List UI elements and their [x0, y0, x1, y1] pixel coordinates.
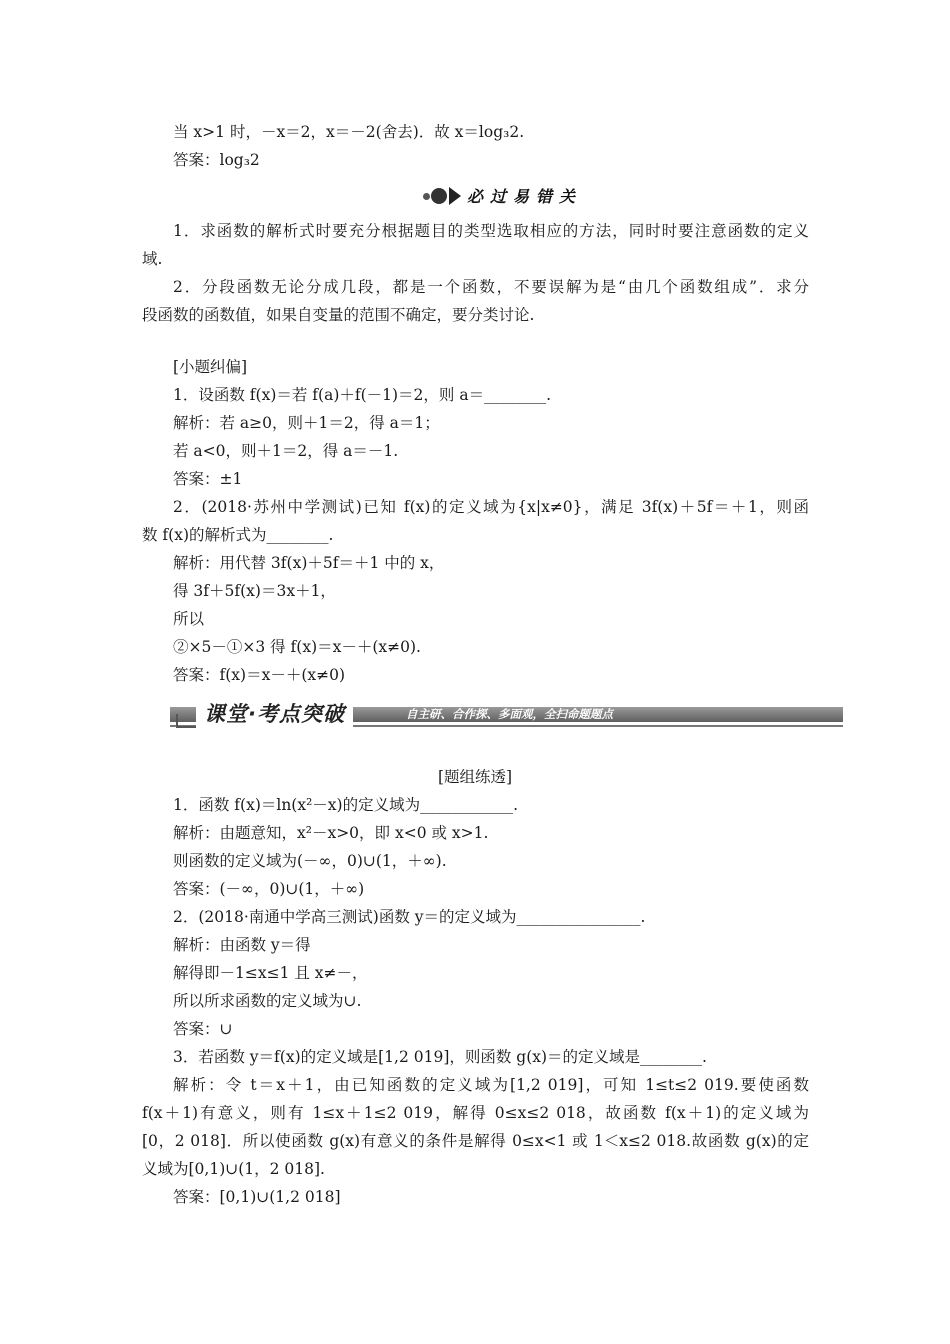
section-title: 必过易错关: [467, 187, 583, 206]
banner-hook-icon: [176, 714, 196, 728]
section-badge: [419, 184, 594, 206]
solution-line: ②×5－①×3 得 f(x)＝x－＋(x≠0).: [173, 638, 421, 656]
answer-line: 答案：±1: [173, 470, 243, 488]
solution-line: 解析：用代替 3f(x)＋5f＝＋1 中的 x，: [173, 554, 445, 572]
answer-line: 答案：[0,1)∪(1,2 018]: [173, 1188, 341, 1206]
small-dot-icon: [423, 193, 430, 200]
section-banner: [170, 700, 843, 730]
solution-line: 解析：令 t＝x＋1，由已知函数的定义域为[1,2 019]，可知 1≤t≤2 019.要使函数: [173, 1076, 809, 1094]
paragraph-line: 1．求函数的解析式时要充分根据题目的类型选取相应的方法，同时时要注意函数的定义: [173, 222, 809, 240]
solution-line: 所以所求函数的定义域为∪.: [173, 992, 362, 1010]
question-line: 1．设函数 f(x)＝若 f(a)＋f(－1)＝2，则 a＝________.: [173, 386, 552, 404]
answer-line: 答案：log₃2: [173, 151, 260, 169]
text-line: 当 x>1 时，－x＝2，x＝－2(舍去)．故 x＝log₃2.: [173, 123, 525, 141]
paragraph-line: 2．分段函数无论分成几段，都是一个函数，不要误解为是“由几个函数组成”．求分: [173, 278, 809, 296]
solution-line: 得 3f＋5f(x)＝3x＋1，: [173, 582, 336, 600]
triangle-arrow-icon: [449, 187, 461, 205]
solution-line: 解析：若 a≥0，则＋1＝2，得 a＝1；: [173, 414, 440, 432]
solution-line: 义域为[0,1)∪(1，2 018].: [142, 1160, 325, 1178]
banner-title: 课堂·考点突破: [196, 700, 353, 728]
solution-line: 解得即－1≤x≤1 且 x≠－，: [173, 964, 368, 982]
solution-line: 解析：由题意知，x²－x>0，即 x<0 或 x>1.: [173, 824, 489, 842]
question-line: 数 f(x)的解析式为________.: [142, 526, 334, 544]
solution-line: 解析：由函数 y＝得: [173, 936, 311, 954]
solution-line: 所以: [173, 610, 205, 628]
subsection-heading: [小题纠偏]: [173, 358, 248, 376]
solution-line: 则函数的定义域为(－∞，0)∪(1，＋∞).: [173, 852, 447, 870]
answer-line: 答案：∪: [173, 1020, 233, 1038]
large-dot-icon: [431, 188, 447, 204]
question-line: 2．(2018·南通中学高三测试)函数 y＝的定义域为________________.: [173, 908, 646, 926]
subsection-heading: [题组练透]: [437, 768, 513, 786]
paragraph-line: 段函数的函数值，如果自变量的范围不确定，要分类讨论.: [142, 306, 535, 324]
question-line: 1．函数 f(x)＝ln(x²－x)的定义域为____________.: [173, 796, 519, 814]
banner-subtitle: 自主研、合作探、多面观，全扫命题题点: [406, 707, 613, 721]
solution-line: f(x＋1)有意义，则有 1≤x＋1≤2 019，解得 0≤x≤2 018，故函数 f(x＋1)的定义域为: [142, 1104, 809, 1122]
answer-line: 答案：f(x)＝x－＋(x≠0): [173, 666, 345, 684]
paragraph-line: 域.: [142, 250, 163, 268]
question-line: 2．(2018·苏州中学测试)已知 f(x)的定义域为{x|x≠0}，满足 3f(x)＋5f＝＋1，则函: [173, 498, 809, 516]
question-line: 3．若函数 y＝f(x)的定义域是[1,2 019]，则函数 g(x)＝的定义域是________.: [173, 1048, 707, 1066]
solution-line: 若 a<0，则＋1＝2，得 a＝－1.: [173, 442, 399, 460]
solution-line: [0，2 018]．所以使函数 g(x)有意义的条件是解得 0≤x<1 或 1＜x≤2 018.故函数 g(x)的定: [142, 1132, 809, 1150]
answer-line: 答案：(－∞，0)∪(1，＋∞): [173, 880, 365, 898]
